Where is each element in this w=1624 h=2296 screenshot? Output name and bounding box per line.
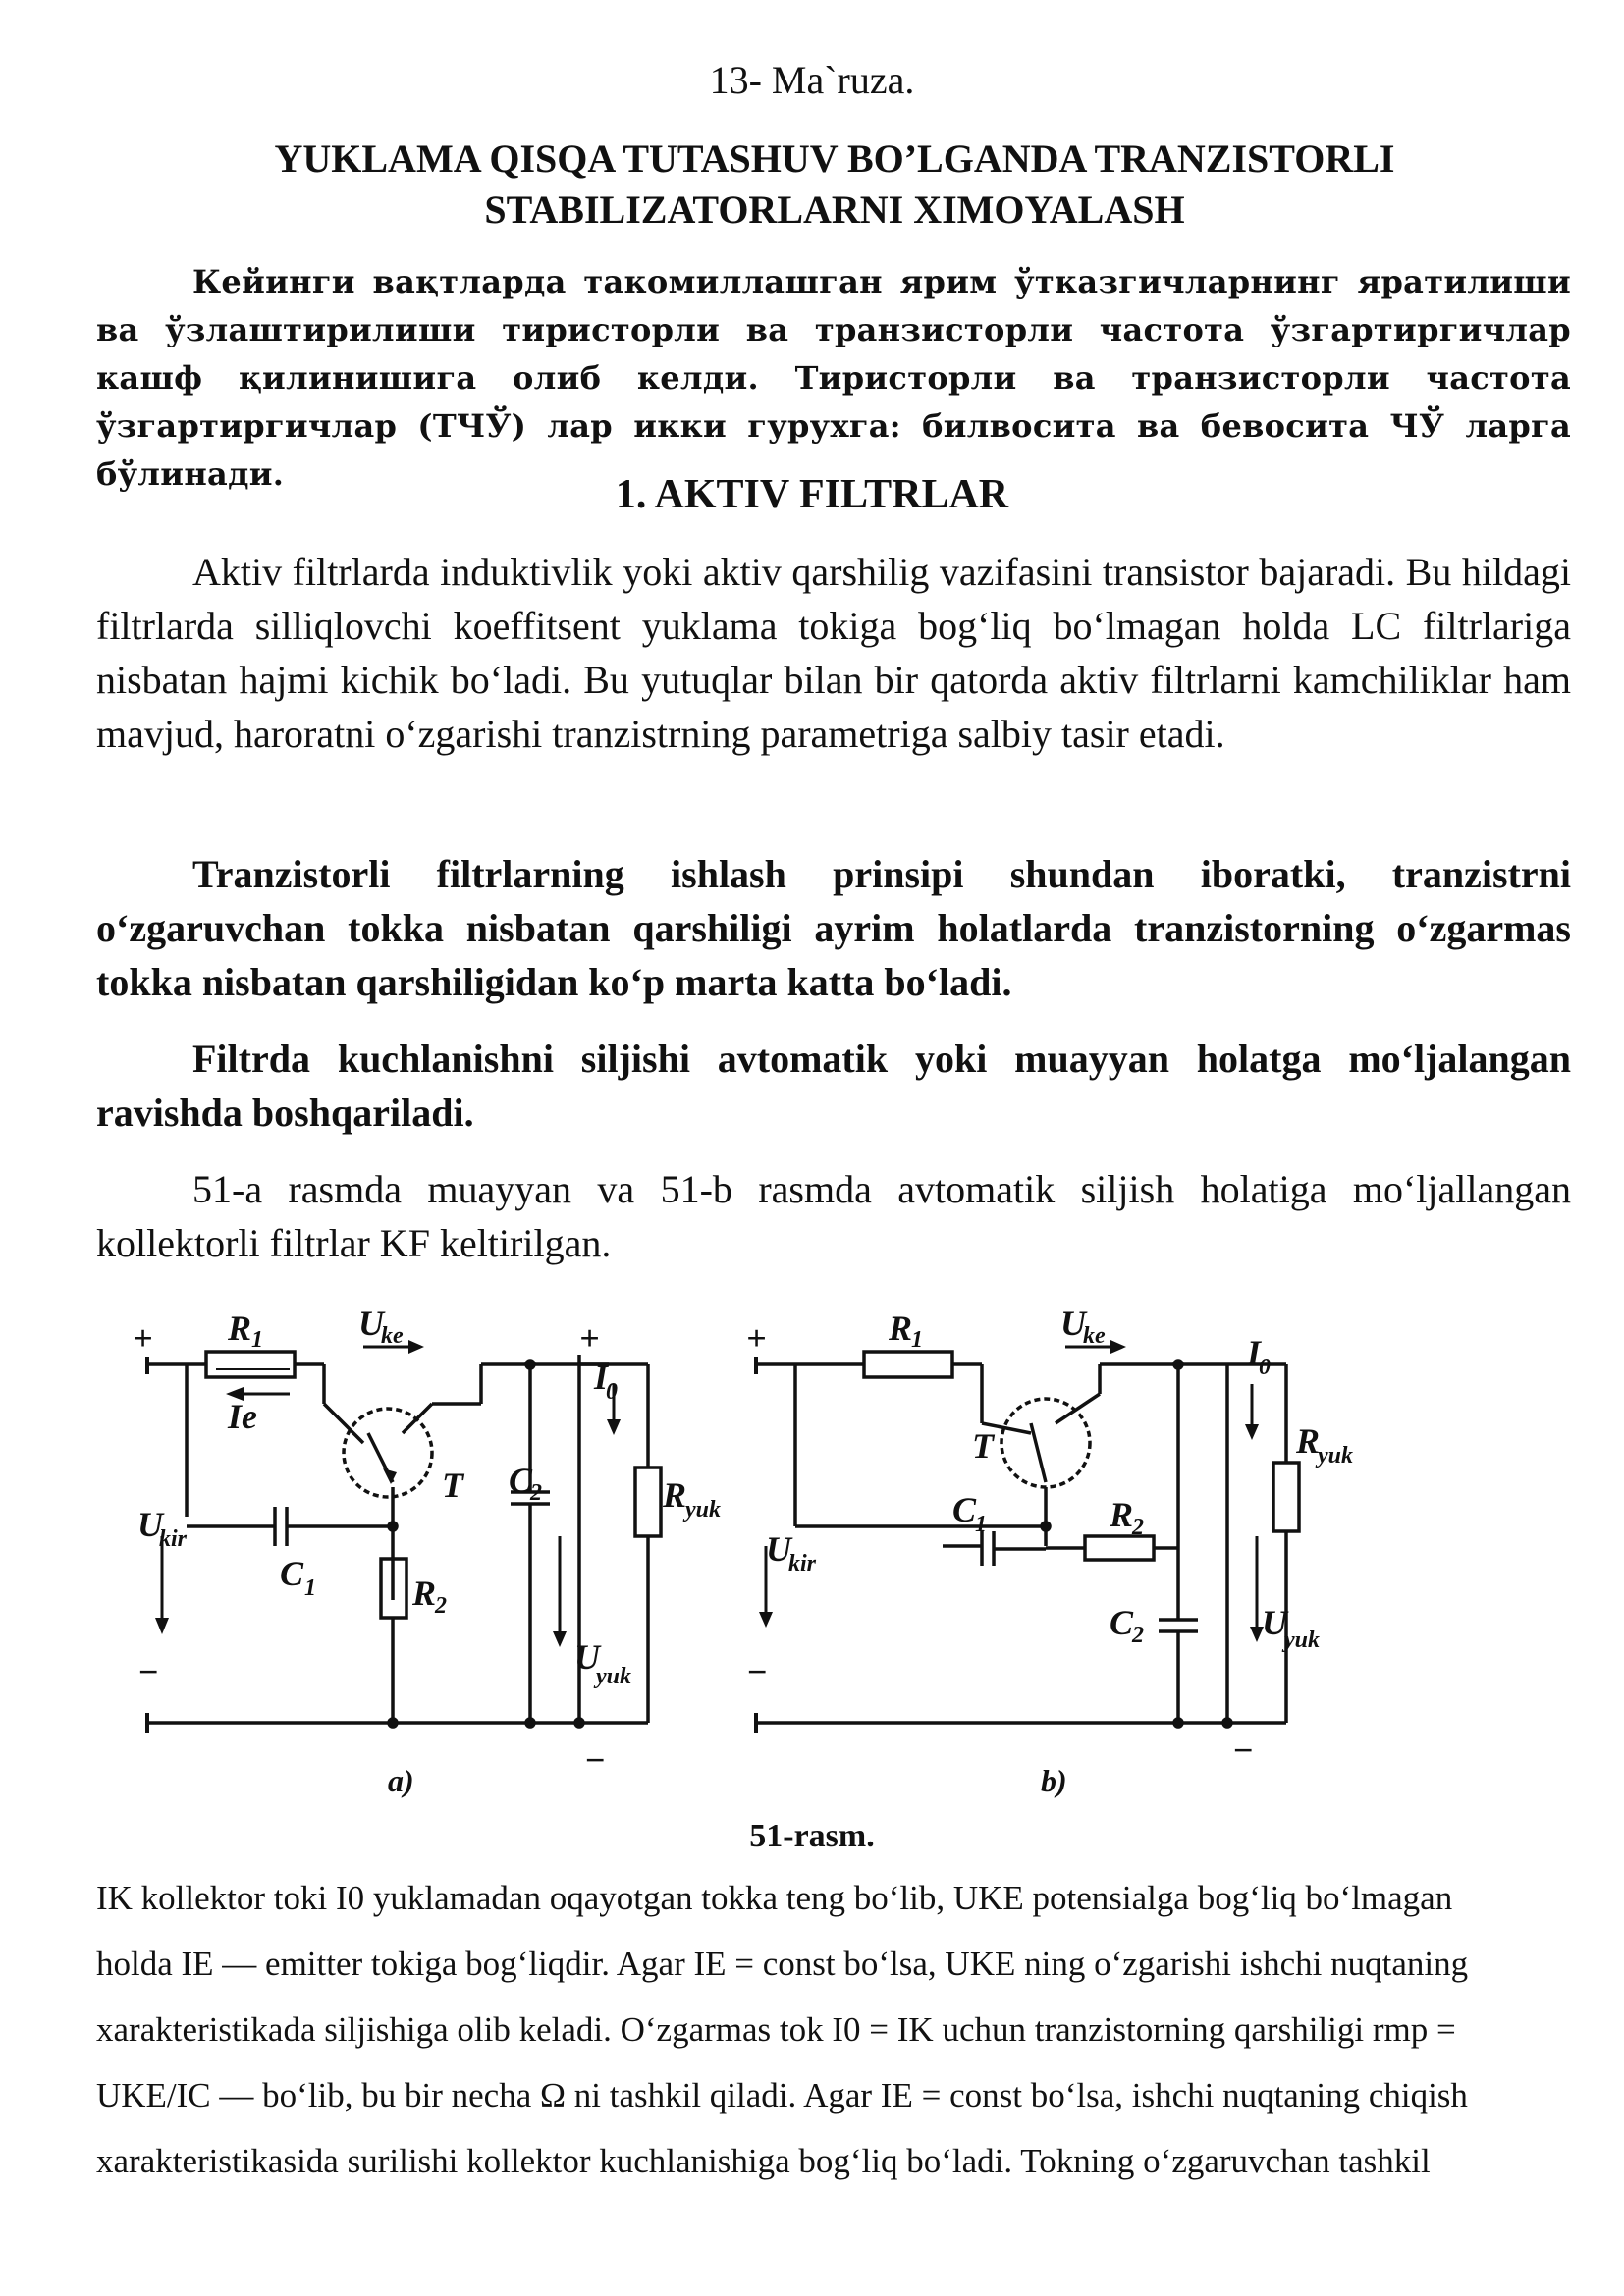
label-ryuk-b-sub: yuk	[1318, 1443, 1353, 1468]
label-r1-b-sub: 1	[911, 1327, 923, 1353]
paragraph-2	[96, 847, 1571, 1009]
minus-b-right: −	[1232, 1731, 1254, 1770]
minus-a-right: −	[584, 1740, 606, 1780]
tail-line-1: IK kollektor toki I0 yuklamadan oqayotgan tokka teng bo‘lib, UKE potensialga bog‘liq bo‘lmagan	[96, 1879, 1453, 1917]
label-ie-a: Ie	[228, 1397, 257, 1436]
page-title: YUKLAMA QISQA TUTASHUV BO’LGANDA TRANZISTORLI STABILIZATORLARNI XIMOYALASH	[274, 136, 1395, 232]
label-c1-a: C	[280, 1554, 304, 1593]
tail-line-2: holda IE — emitter tokiga bog‘liqdir. Agar IE = const bo‘lsa, UKE ning o‘zgarishi ishchi nuqtaning	[96, 1945, 1469, 1983]
label-r1-a: R	[228, 1308, 252, 1348]
label-c1-a-sub: 1	[304, 1575, 316, 1601]
figure-caption: 51-rasm.	[749, 1818, 875, 1854]
label-r1-a-sub: 1	[251, 1327, 263, 1353]
label-i0-b-sub: 0	[1259, 1355, 1271, 1380]
label-uyuk-b: U	[1262, 1603, 1287, 1642]
paragraph-1-text: Aktiv filtrlarda induktivlik yoki aktiv qarshilig vazifasini transistor bajaradi. Bu hildagi filtrlarda silliqlovchi koeffitsent yuklama tokiga bog‘liq bo‘lmagan holda LC filtrlariga nisbatan hajmi kichik bo‘ladi. Bu yutuqlar bilan bir qatorda aktiv filtrlarni kamchiliklar ham mavjud, haroratni o‘zgarishi tranzistrning parametriga salbiy tasir etadi.	[96, 550, 1571, 756]
lecture-number: 13- Ma`ruza.	[709, 58, 915, 102]
label-i0-a: I	[594, 1358, 609, 1397]
label-r2-b-sub: 2	[1132, 1515, 1144, 1540]
minus-b-left: −	[746, 1652, 768, 1691]
tail-line-3: xarakteristikada siljishiga olib keladi. O‘zgarmas tok I0 = IK uchun tranzistorning qarshiligi rmp =	[96, 2010, 1456, 2049]
label-r1-b: R	[889, 1308, 913, 1348]
plus-b-left: +	[746, 1318, 767, 1358]
label-ryuk-b: R	[1296, 1421, 1321, 1461]
label-t-a: T	[442, 1466, 463, 1505]
label-r2-a-sub: 2	[435, 1593, 447, 1619]
closing-paragraph	[96, 1865, 1571, 2194]
label-uke-a: U	[358, 1304, 384, 1343]
label-ryuk-a-sub: yuk	[685, 1497, 721, 1522]
minus-a-left: −	[137, 1652, 159, 1691]
label-c1-b: C	[952, 1490, 977, 1529]
label-uyuk-a-sub: yuk	[596, 1664, 631, 1689]
label-c2-b-sub: 2	[1132, 1623, 1144, 1648]
paragraph-3-text: Filtrda kuchlanishni siljishi avtomatik yoki muayyan holatga mo‘ljalangan ravishda boshqariladi.	[96, 1037, 1571, 1135]
label-ukir-b-sub: kir	[788, 1551, 817, 1576]
label-uke-b-sub: ke	[1083, 1323, 1106, 1349]
resistor-r1-b	[864, 1352, 952, 1377]
label-c2-b: C	[1110, 1603, 1134, 1642]
tail-line-5: xarakteristikasida surilishi kollektor kuchlanishiga bog‘liq bo‘ladi. Tokning o‘zgaruvchan tashkil	[96, 2142, 1431, 2180]
resistor-r1-a	[206, 1352, 295, 1377]
label-t-b: T	[972, 1426, 994, 1466]
label-r2-a: R	[412, 1574, 437, 1613]
resistor-ryuk-b	[1273, 1463, 1299, 1531]
label-uke-a-sub: ke	[381, 1323, 404, 1349]
label-r2-b: R	[1110, 1495, 1134, 1534]
label-i0-a-sub: 0	[606, 1379, 618, 1405]
label-uyuk-b-sub: yuk	[1284, 1628, 1320, 1653]
label-c2-a: C	[509, 1461, 533, 1500]
figure-label-b: b)	[1041, 1763, 1067, 1798]
label-uyuk-a: U	[574, 1637, 600, 1677]
plus-a-left: +	[133, 1318, 153, 1358]
label-uke-b: U	[1060, 1304, 1086, 1343]
intro-paragraph	[96, 258, 1571, 499]
label-c2-a-sub: 2	[530, 1480, 542, 1506]
label-i0-b: I	[1247, 1333, 1262, 1372]
figure-label-a: a)	[388, 1763, 414, 1798]
circuit-figure	[118, 1296, 1394, 1806]
paragraph-4-text: 51-a rasmda muayyan va 51-b rasmda avtomatik siljish holatiga mo‘ljallangan kollektorli filtrlar KF keltirilgan.	[96, 1167, 1571, 1265]
paragraph-4	[96, 1162, 1571, 1270]
label-ukir-b: U	[766, 1529, 791, 1569]
plus-a-right: +	[579, 1318, 600, 1358]
tail-line-4: UKE/IC — bo‘lib, bu bir necha Ω ni tashkil qiladi. Agar IE = const bo‘lsa, ishchi nuqtaning chiqish	[96, 2076, 1468, 2114]
circuit-b	[756, 1340, 1299, 1733]
paragraph-2-text: Tranzistorli filtrlarning ishlash prinsipi shundan iboratki, tranzistrni o‘zgaruvchan tokka nisbatan qarshiligi ayrim holatlarda tranzistorning o‘zgarmas tokka nisbatan qarshiligidan ko‘p marta katta bo‘ladi.	[96, 852, 1571, 1004]
label-ryuk-a: R	[663, 1475, 687, 1515]
paragraph-1	[96, 545, 1571, 761]
transistor-t-a	[344, 1409, 432, 1497]
paragraph-3	[96, 1032, 1571, 1140]
transistor-t-b	[1001, 1399, 1090, 1487]
label-ukir-a-sub: kir	[159, 1526, 188, 1552]
label-ukir-a: U	[137, 1505, 163, 1544]
intro-text: Кейинги вақтларда такомиллашган ярим ўтказгичларнинг яратилиши ва ўзлаштирилиши тиристорли ва транзисторли частота ўзгартиргичлар кашф қилинишига олиб келди. Тиристорли ва транзисторли частота ўзгартиргичлар (ТЧЎ) лар икки гурухга: билвосита ва бевосита ЧЎ ларга бўлинади.	[96, 263, 1571, 493]
resistor-ryuk-a	[635, 1468, 661, 1536]
label-c1-b-sub: 1	[975, 1512, 987, 1537]
section-heading: 1. AKTIV FILTRLAR	[615, 472, 1009, 517]
